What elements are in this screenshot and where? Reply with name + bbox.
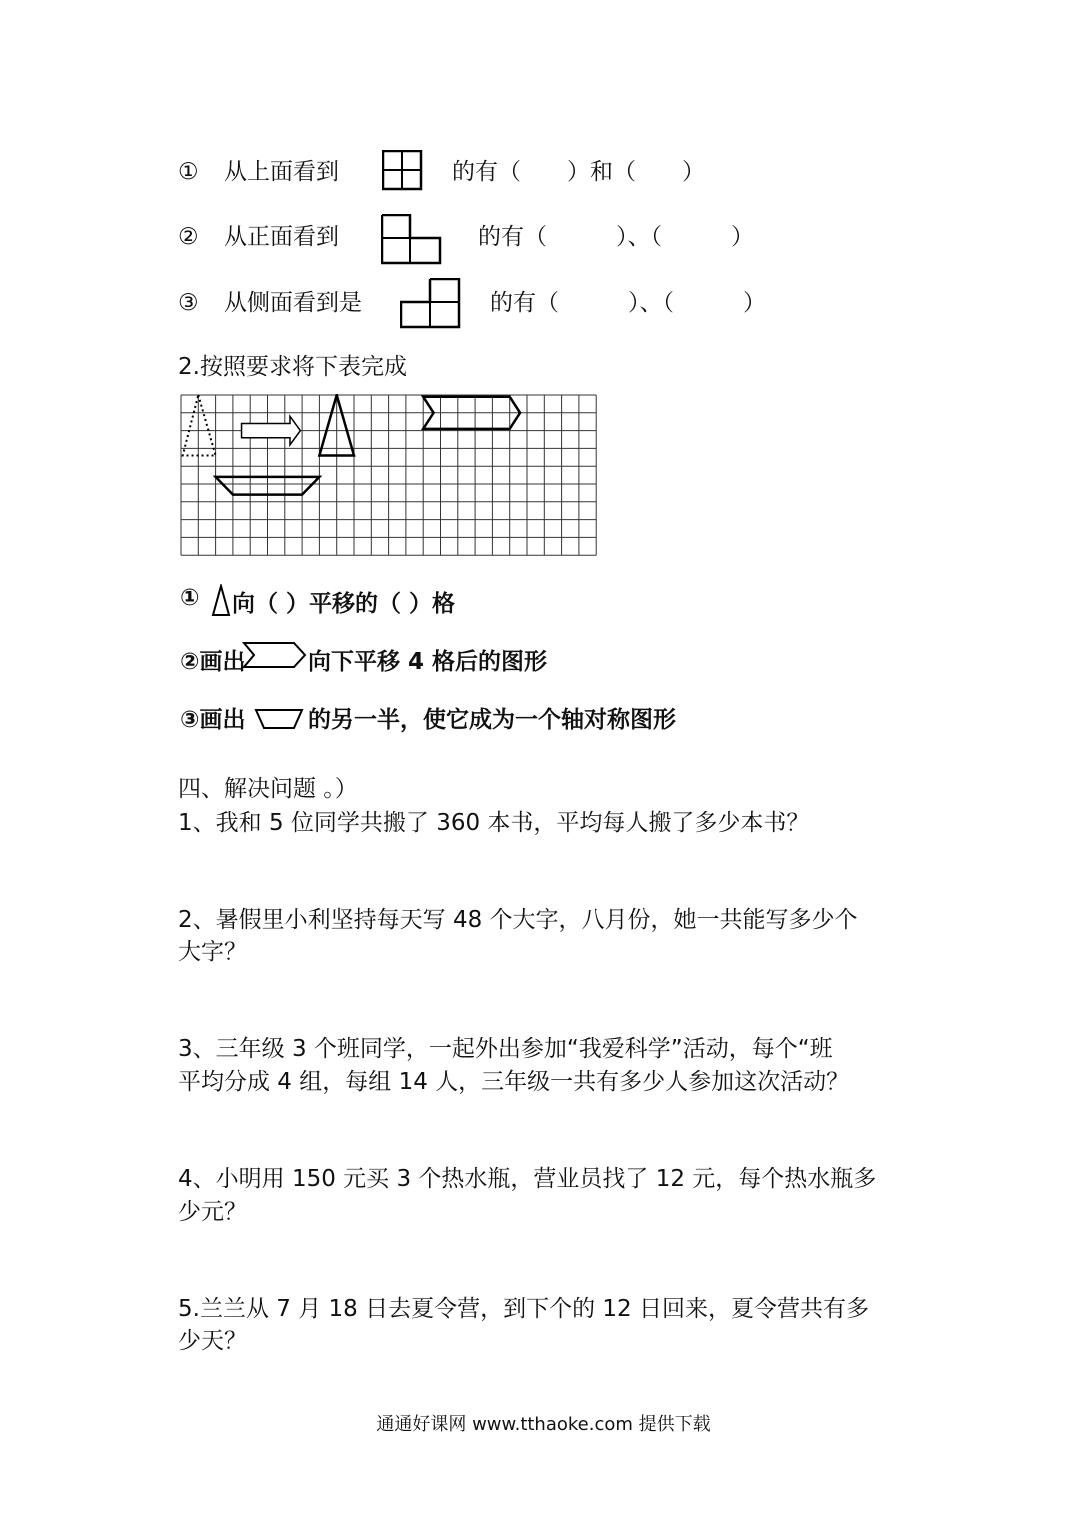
problem-2-line1: 2、暑假里小利坚持每天写 48 个大字，八月份，她一共能写多少个	[178, 907, 858, 933]
front-view-figure	[381, 214, 443, 266]
section-4-title: 四、解决问题 。）	[178, 776, 358, 802]
question-text: 从正面看到	[223, 224, 339, 250]
section-2-q3-label: ③画出	[180, 707, 246, 733]
section-2-q2-label: ②画出	[180, 649, 246, 675]
view-answer-1: 的有（ ）和（ ）	[452, 159, 705, 185]
problem-4-line1: 4、小明用 150 元买 3 个热水瓶，营业员找了 12 元，每个热水瓶多	[178, 1166, 877, 1192]
problem-5-line2: 少天？	[178, 1328, 247, 1354]
section-2-q1	[180, 585, 199, 611]
top-view-figure	[382, 150, 424, 192]
dotted-triangle-shape	[183, 395, 216, 456]
problem-4-line2: 少元？	[178, 1199, 247, 1225]
item-number: ②	[178, 224, 199, 250]
view-question-3	[178, 284, 362, 317]
arrow-shape-icon	[242, 640, 308, 670]
footer-text: 通通好课网 www.tthaoke.com 提供下载	[376, 1414, 711, 1435]
question-text: 从上面看到	[223, 159, 339, 185]
problem-1: 1、我和 5 位同学共搬了 360 本书，平均每人搬了多少本书？	[178, 810, 810, 836]
section-2-q1-text: 向（ ）平移的（ ）格	[232, 591, 456, 617]
trapezoid-half-icon	[254, 706, 304, 732]
section-2-title: 2.按照要求将下表完成	[178, 354, 407, 380]
problem-5-line1: 5.兰兰从 7 月 18 日去夏令营，到下个的 12 日回来，夏令营共有多	[178, 1296, 869, 1322]
item-number: ①	[180, 585, 200, 611]
small-triangle-icon	[210, 584, 232, 618]
view-answer-3: 的有（ ）、（ ）	[490, 290, 766, 316]
translation-grid	[180, 394, 600, 556]
problem-3-line2: 平均分成 4 组，每组 14 人，三年级一共有多少人参加这次活动？	[178, 1069, 850, 1095]
view-question-1	[178, 153, 339, 186]
problem-3-line1: 3、三年级 3 个班同学，一起外出参加“我爱科学”活动，每个“班	[178, 1036, 833, 1062]
view-question-2	[178, 218, 339, 251]
problem-2-line2: 大字？	[178, 939, 247, 965]
view-answer-2: 的有（ ）、（ ）	[478, 224, 754, 250]
item-number: ③	[178, 290, 199, 316]
side-view-figure	[400, 278, 462, 330]
section-2-q2-text: 向下平移 4 格后的图形	[308, 649, 548, 675]
section-2-q3-text: 的另一半，使它成为一个轴对称图形	[308, 707, 676, 733]
question-text: 从侧面看到是	[223, 290, 362, 316]
item-number: ①	[178, 159, 199, 185]
